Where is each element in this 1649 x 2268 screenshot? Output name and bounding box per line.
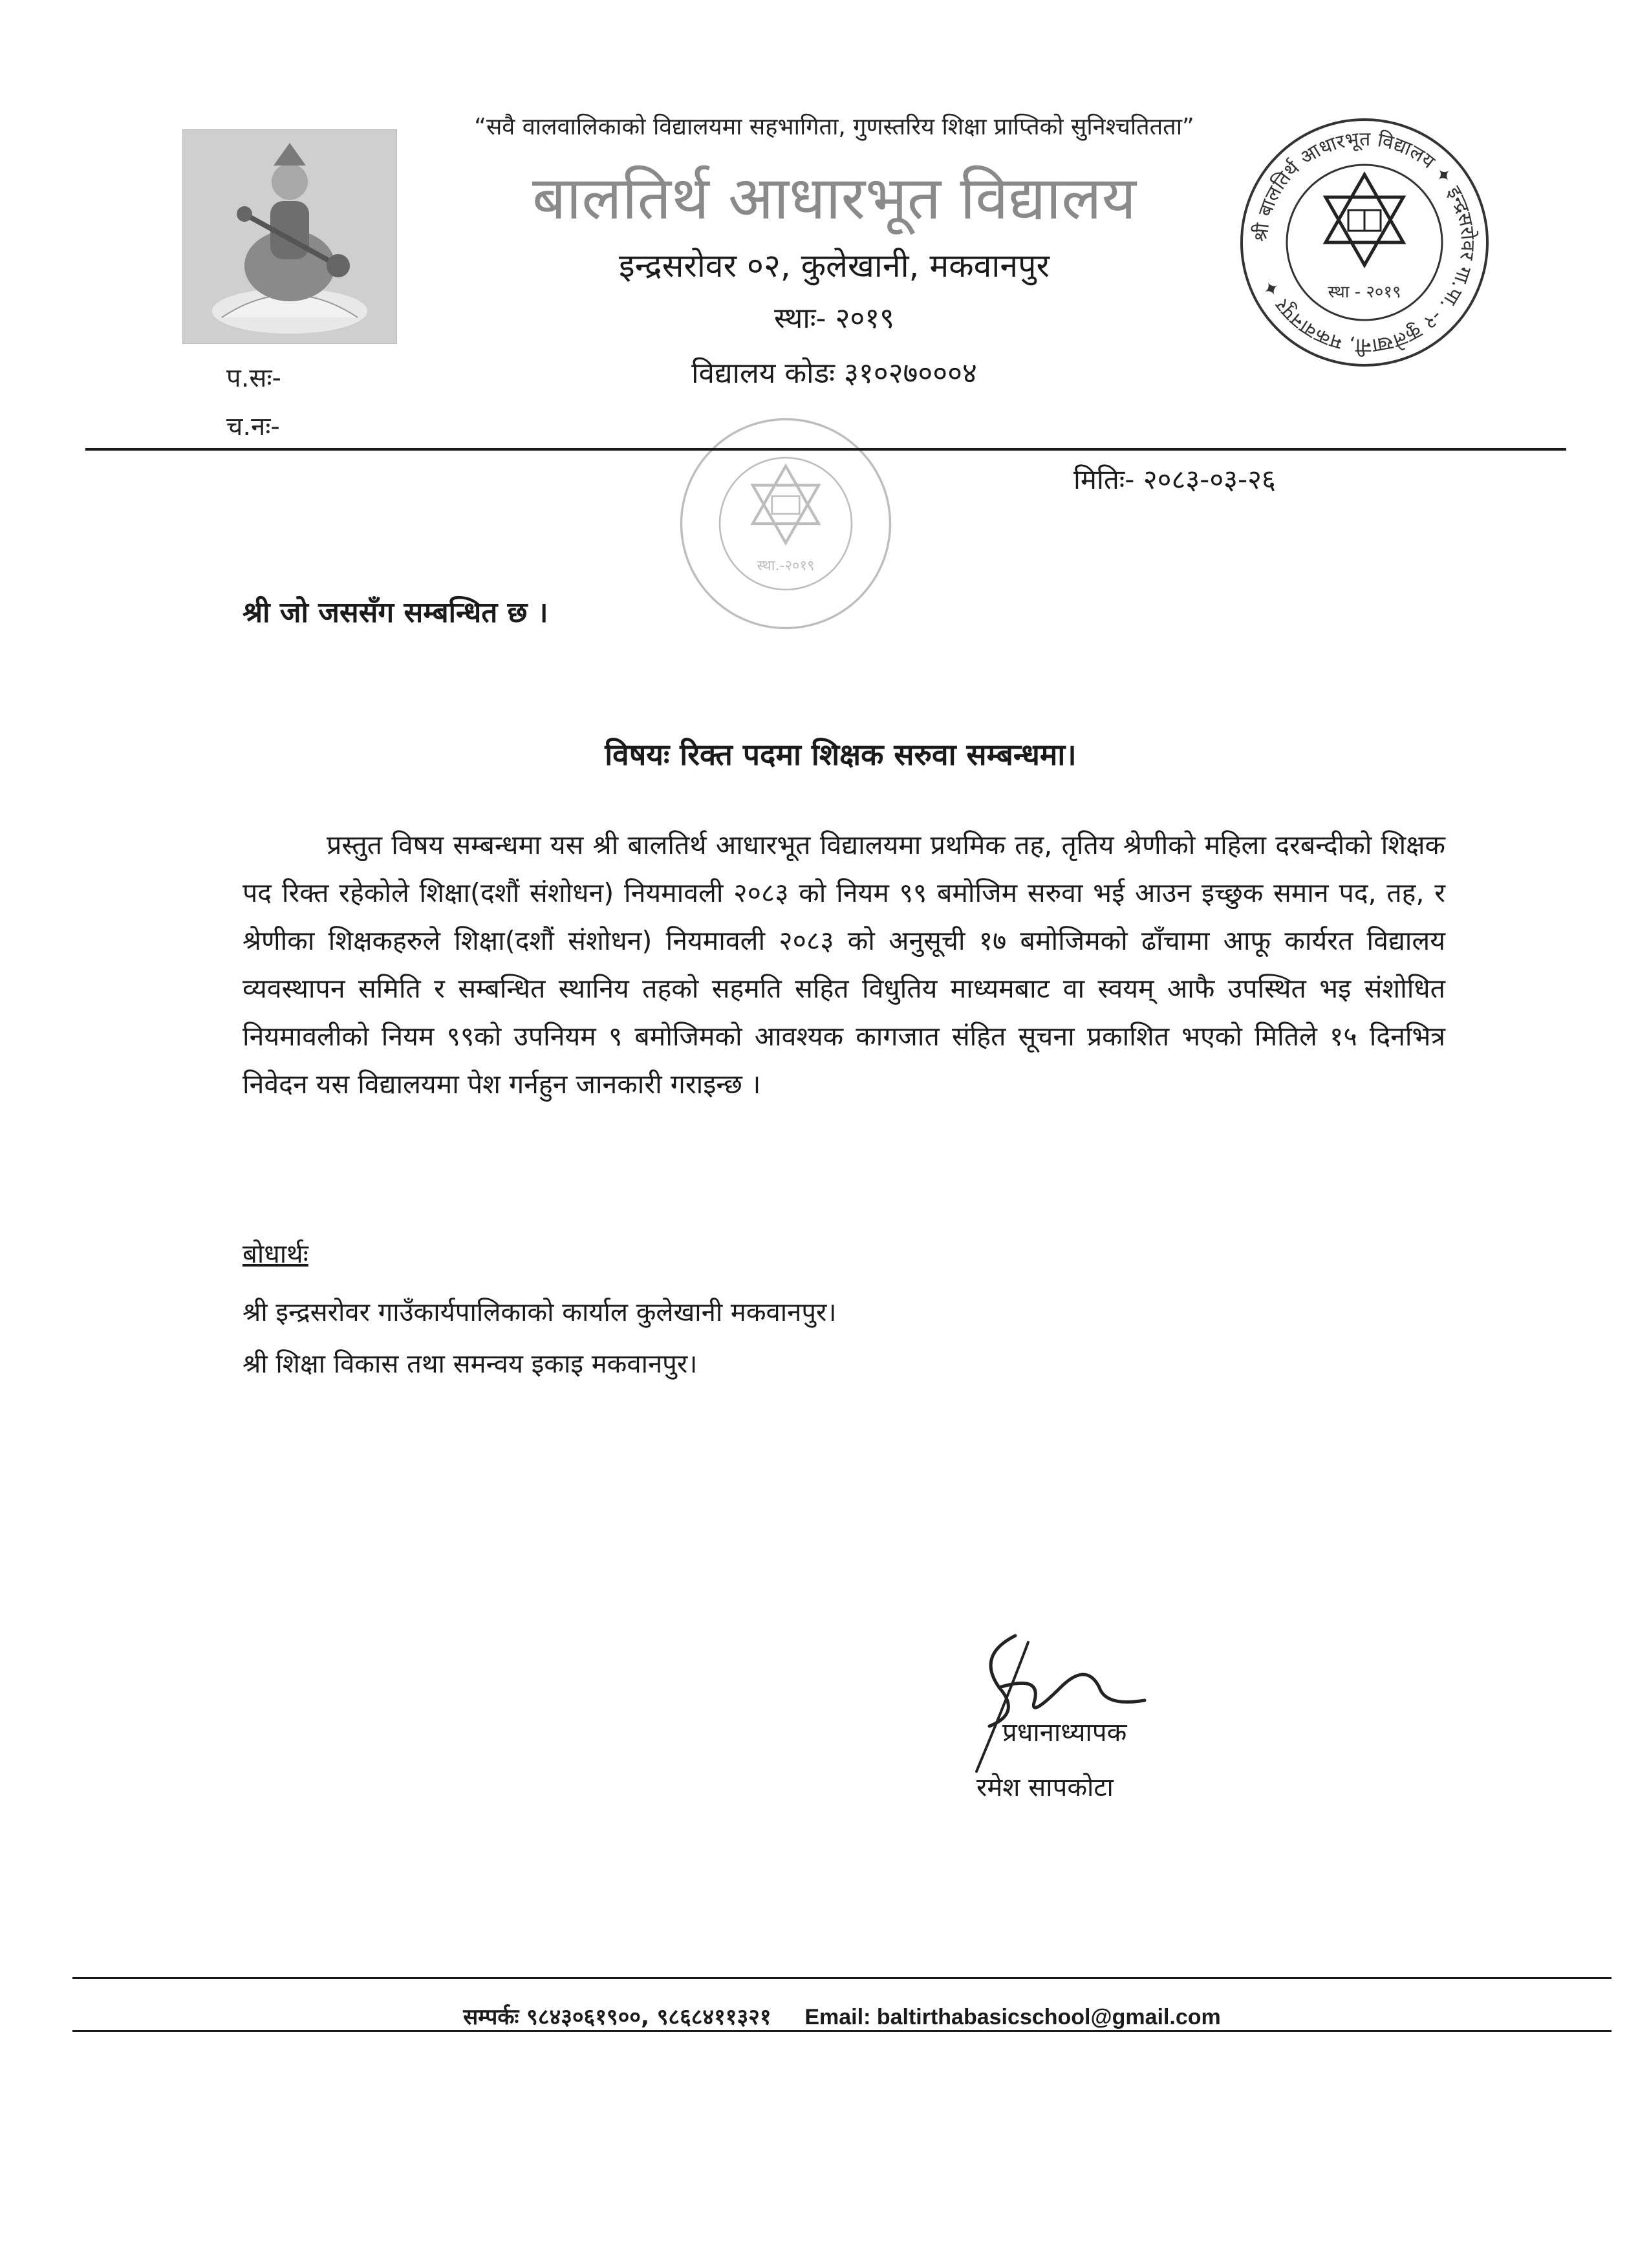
faded-seal-text: स्था.-२०१९: [757, 557, 815, 575]
faded-seal-watermark: [676, 414, 896, 634]
footer-contact: [72, 2001, 1611, 2031]
cc-title: बोधार्थः: [242, 1239, 308, 1269]
school-code: विद्यालय कोडः ३१०२७०००४: [691, 357, 977, 390]
letter-number-label: प.सः-: [226, 363, 281, 393]
footer-divider-bottom: [72, 2030, 1611, 2032]
letter-date: मितिः- २०८३-०३-२६: [1073, 464, 1276, 495]
cc-item: श्री इन्द्रसरोवर गाउँकार्यपालिकाको कार्याल कुलेखानी मकवानपुर।: [242, 1298, 837, 1327]
school-motto: “सवै वालवालिकाको विद्यालयमा सहभागिता, गुणस्तरिय शिक्षा प्राप्तिको सुनिश्चतितता”: [474, 114, 1194, 140]
header-divider: [85, 448, 1566, 451]
footer-divider-top: [72, 1977, 1611, 1979]
letter-subject: विषयः रिक्त पदमा शिक्षक सरुवा सम्बन्धमा।: [605, 737, 1077, 772]
school-name: बालतिर्थ आधारभूत विद्यालय: [532, 164, 1136, 233]
dispatch-number-label: च.नः-: [226, 412, 280, 442]
school-seal: [1235, 113, 1494, 372]
school-address: इन्द्रसरोवर ०२, कुलेखानी, मकवानपुर: [619, 247, 1050, 284]
established-year: स्थाः- २०१९: [773, 302, 895, 335]
contact-phone: सम्पर्कः ९८४३०६१९००, ९८६८४११३२१: [463, 2004, 771, 2030]
signatory-title: प्रधानाध्यापक: [1002, 1718, 1127, 1748]
signature: [938, 1616, 1158, 1784]
signatory-name: रमेश सापकोटा: [976, 1773, 1114, 1803]
seal-ring-text: श्री बालतिर्थ आधारभूत विद्यालय ✦ इन्द्रसरोवर गा.पा. -२ कुलेखानी, मकवानपुर ✦: [1249, 127, 1480, 358]
salutation: श्री जो जससँग सम्बन्धित छ ।: [242, 596, 548, 629]
contact-email: Email: baltirthabasicschool@gmail.com: [804, 2005, 1221, 2029]
seal-inner-text: स्था - २०१९: [1328, 283, 1401, 302]
saraswati-image: [182, 129, 397, 344]
cc-item: श्री शिक्षा विकास तथा समन्वय इकाइ मकवानपुर।: [242, 1349, 698, 1379]
letter-body: प्रस्तुत विषय सम्बन्धमा यस श्री बालतिर्थ आधारभूत विद्यालयमा प्रथमिक तह, तृतिय श्रेणीको महिला दरबन्दीको शिक्षक पद रिक्त रहेकोले शिक्षा(दशौं संशोधन) नियमावली २०८३ को नियम ९९ बमोजिम सरुवा भई आउन इच्छुक समान पद, तह, र श्रेणीका शिक्षकहरुले शिक्षा(दशौं संशोधन) नियमावली २०८३ को अनुसूची १७ बमोजिमको ढाँचामा आफू कार्यरत विद्यालय व्यवस्थापन समिति र सम्बन्धित स्थानिय तहको सहमति सहित विधुतिय माध्यमबाट वा स्वयम् आफै उपस्थित भइ संशोधित नियमावलीको नियम ९९को उपनियम ९ बमोजिमको आवश्यक कागजात संहित सूचना प्रकाशित भएको मितिले १५ दिनभित्र निवेदन यस विद्यालयमा पेश गर्नहुन जानकारी गराइन्छ ।: [242, 829, 1445, 1100]
